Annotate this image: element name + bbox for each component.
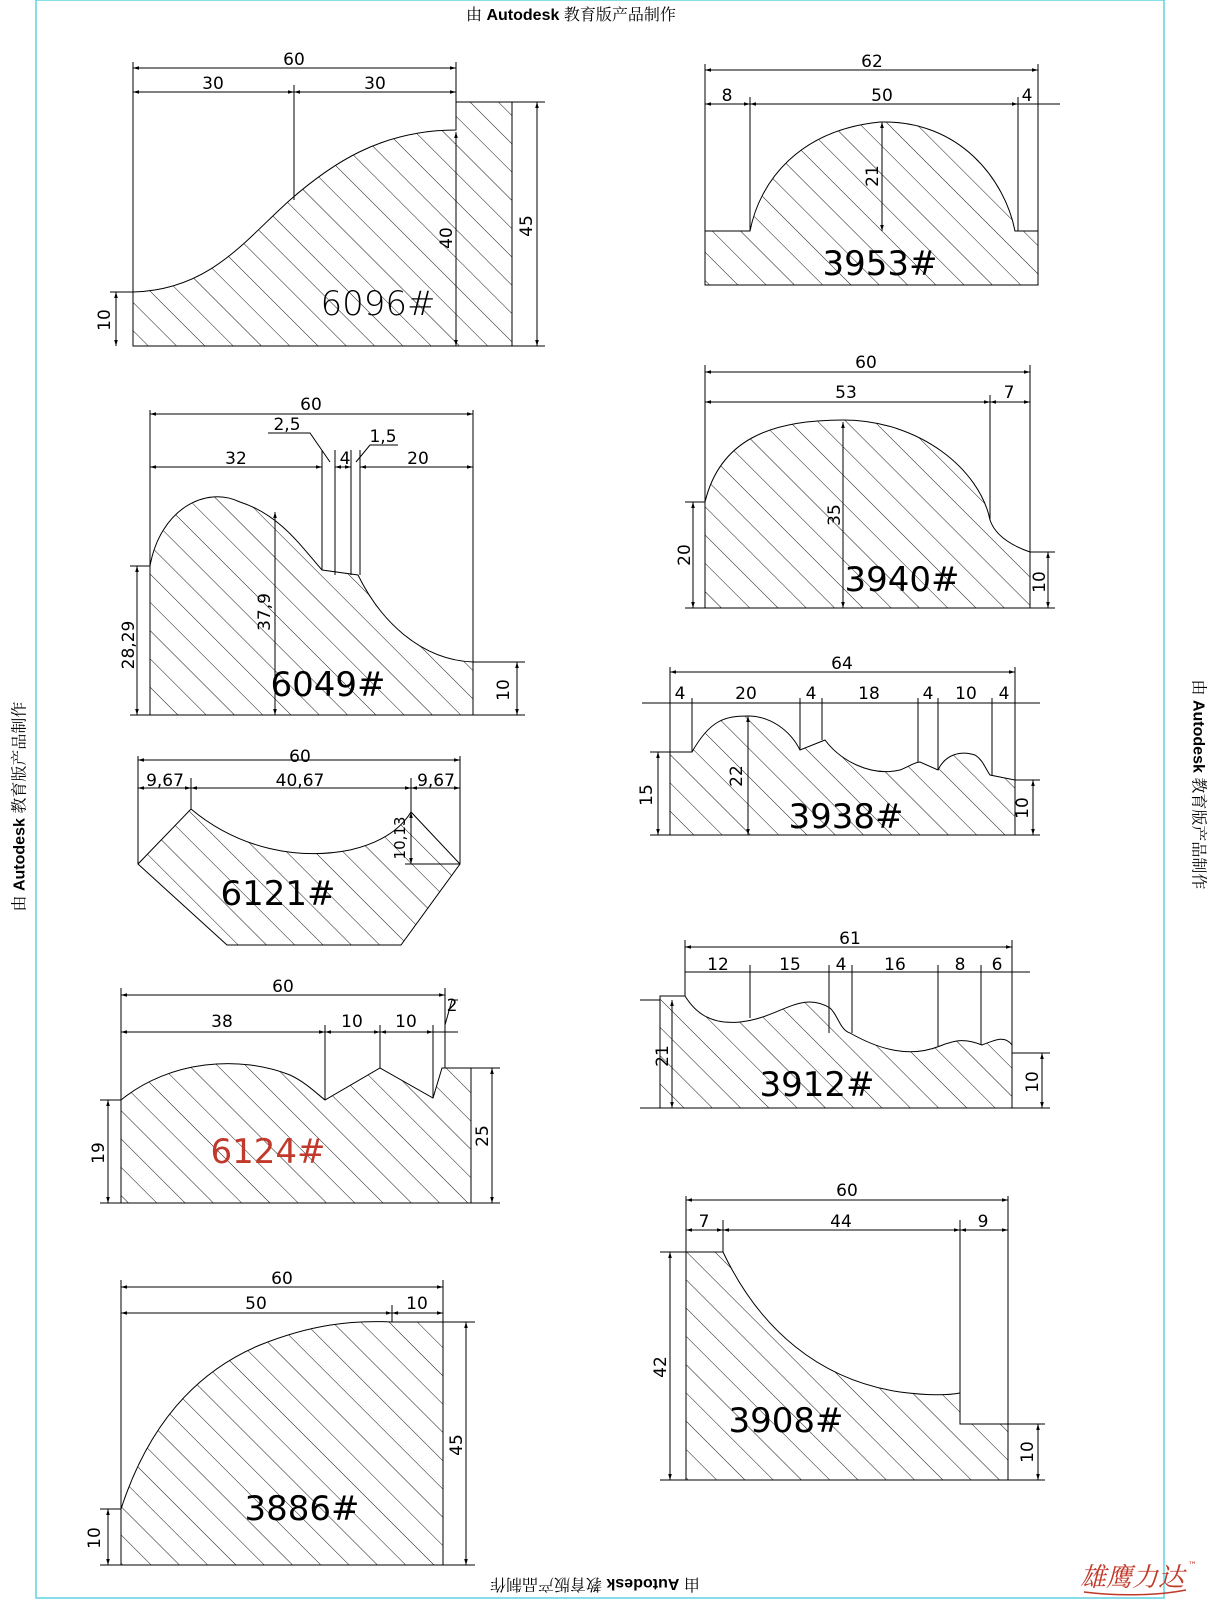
dim-6096-w2: 30 <box>364 74 386 94</box>
dim-3886-base: 10 <box>85 1527 105 1549</box>
dim-3953-c: 4 <box>1021 86 1033 106</box>
watermark-prefix: 由 <box>466 7 483 24</box>
profile-6096-label: 6096# <box>320 284 436 324</box>
watermark-prefix: 由 <box>1189 679 1207 696</box>
profile-3886-label: 3886# <box>244 1489 360 1529</box>
dim-6121-w: 60 <box>289 747 311 767</box>
watermark-prefix: 由 <box>11 895 29 912</box>
dim-3908-c: 9 <box>977 1212 989 1232</box>
dim-3908-w: 60 <box>836 1181 858 1201</box>
dim-3953-b: 50 <box>871 86 893 106</box>
dim-6096-h: 45 <box>517 215 537 237</box>
dim-3912-base: 10 <box>1023 1071 1043 1093</box>
watermark-suffix: 教育版产品制作 <box>563 7 676 24</box>
dim-3938-h: 22 <box>727 765 747 787</box>
profile-3912-label: 3912# <box>759 1065 875 1105</box>
dim-6049-w: 60 <box>300 395 322 415</box>
dim-6124-c: 10 <box>395 1012 417 1032</box>
dim-6124-w: 60 <box>272 977 294 997</box>
dim-6124-h-left: 19 <box>89 1142 109 1164</box>
dim-3953-a: 8 <box>721 86 733 106</box>
dim-6124-a: 38 <box>211 1012 233 1032</box>
dim-3940-base: 10 <box>1030 571 1050 593</box>
dim-3912-s0: 12 <box>707 955 729 975</box>
dim-3938-s5: 10 <box>955 684 977 704</box>
profile-6124-label: 6124# <box>210 1132 326 1172</box>
dim-3908-a: 7 <box>698 1212 710 1232</box>
dim-6124-d: 2 <box>446 996 458 1016</box>
dim-3953-w: 62 <box>861 52 883 72</box>
profile-6121-label: 6121# <box>220 874 336 914</box>
watermark-prefix: 由 <box>683 1575 700 1592</box>
dim-6121-r: 9,67 <box>417 771 455 791</box>
profile-3953-label: 3953# <box>822 244 938 284</box>
dim-3912-s4: 8 <box>954 955 966 975</box>
dim-6049-base: 10 <box>494 679 514 701</box>
watermark-brand: Autodesk <box>1189 699 1207 773</box>
dim-3886-a: 50 <box>245 1294 267 1314</box>
dim-6121-l: 9,67 <box>146 771 184 791</box>
dim-3938-s6: 4 <box>998 684 1010 704</box>
profile-6049-label: 6049# <box>270 665 386 705</box>
watermark-top <box>466 2 676 25</box>
dim-3940-a: 53 <box>835 383 857 403</box>
dim-3938-w: 64 <box>831 654 853 674</box>
dim-3940-b: 7 <box>1003 383 1015 403</box>
dim-3938-s0: 4 <box>674 684 686 704</box>
dim-3912-s3: 16 <box>884 955 906 975</box>
dim-3908-base: 10 <box>1018 1441 1038 1463</box>
dim-3940-w: 60 <box>855 353 877 373</box>
dim-3938-s3: 18 <box>858 684 880 704</box>
dim-3938-s2: 4 <box>805 684 817 704</box>
dim-6049-c: 32 <box>225 449 247 469</box>
dim-6124-b: 10 <box>341 1012 363 1032</box>
dim-3912-s5: 6 <box>991 955 1003 975</box>
watermark-brand: Autodesk <box>486 7 560 24</box>
dim-6049-h2: 37,9 <box>255 593 275 631</box>
dim-3938-base: 10 <box>1013 797 1033 819</box>
dim-3912-h-left: 21 <box>653 1045 673 1067</box>
dim-6096-h-inner: 40 <box>437 227 457 249</box>
dim-6121-m: 40,67 <box>275 771 325 791</box>
logo-text: 雄鹰力达 <box>1080 1563 1185 1593</box>
dim-6049-d: 4 <box>339 449 351 469</box>
dim-3953-h: 21 <box>863 165 883 187</box>
profile-3940-label: 3940# <box>844 560 960 600</box>
dim-3912-w: 61 <box>839 929 861 949</box>
dim-3940-h-left: 20 <box>675 544 695 566</box>
dim-3908-b: 44 <box>830 1212 852 1232</box>
dim-3938-s4: 4 <box>922 684 934 704</box>
watermark-suffix: 教育版产品制作 <box>1189 777 1207 890</box>
dim-3912-s2: 4 <box>835 955 847 975</box>
watermark-suffix: 教育版产品制作 <box>490 1575 603 1592</box>
dim-6096-w1: 30 <box>202 74 224 94</box>
dim-3938-s1: 20 <box>735 684 757 704</box>
dim-3940-h: 35 <box>825 504 845 526</box>
profile-3908-label: 3908# <box>728 1401 844 1441</box>
dim-3908-h: 42 <box>651 1356 671 1378</box>
watermark-brand: Autodesk <box>606 1575 680 1592</box>
dim-3938-h-left: 15 <box>637 784 657 806</box>
brand-logo <box>1076 1556 1198 1598</box>
dim-6049-a: 2,5 <box>273 415 301 435</box>
dim-3886-b: 10 <box>406 1294 428 1314</box>
dim-3886-h: 45 <box>447 1434 467 1456</box>
dim-6049-e: 20 <box>407 449 429 469</box>
logo-trademark: ™ <box>1188 1561 1197 1571</box>
watermark-left <box>7 692 30 912</box>
dim-3886-w: 60 <box>271 1269 293 1289</box>
dim-6049-h1: 28,29 <box>119 620 139 670</box>
dim-6049-b: 1,5 <box>369 427 397 447</box>
dim-3912-s1: 15 <box>779 955 801 975</box>
dim-6096-w: 60 <box>283 50 305 70</box>
dim-6124-h-right: 25 <box>473 1125 493 1147</box>
dim-6096-base: 10 <box>95 309 115 331</box>
watermark-right <box>1189 680 1212 900</box>
watermark-bottom <box>490 1574 700 1597</box>
dim-6121-h: 10,13 <box>391 816 409 860</box>
profile-3938-label: 3938# <box>788 797 904 837</box>
watermark-brand: Autodesk <box>11 818 29 892</box>
watermark-suffix: 教育版产品制作 <box>11 701 29 814</box>
profile-3908 <box>660 1196 1045 1480</box>
